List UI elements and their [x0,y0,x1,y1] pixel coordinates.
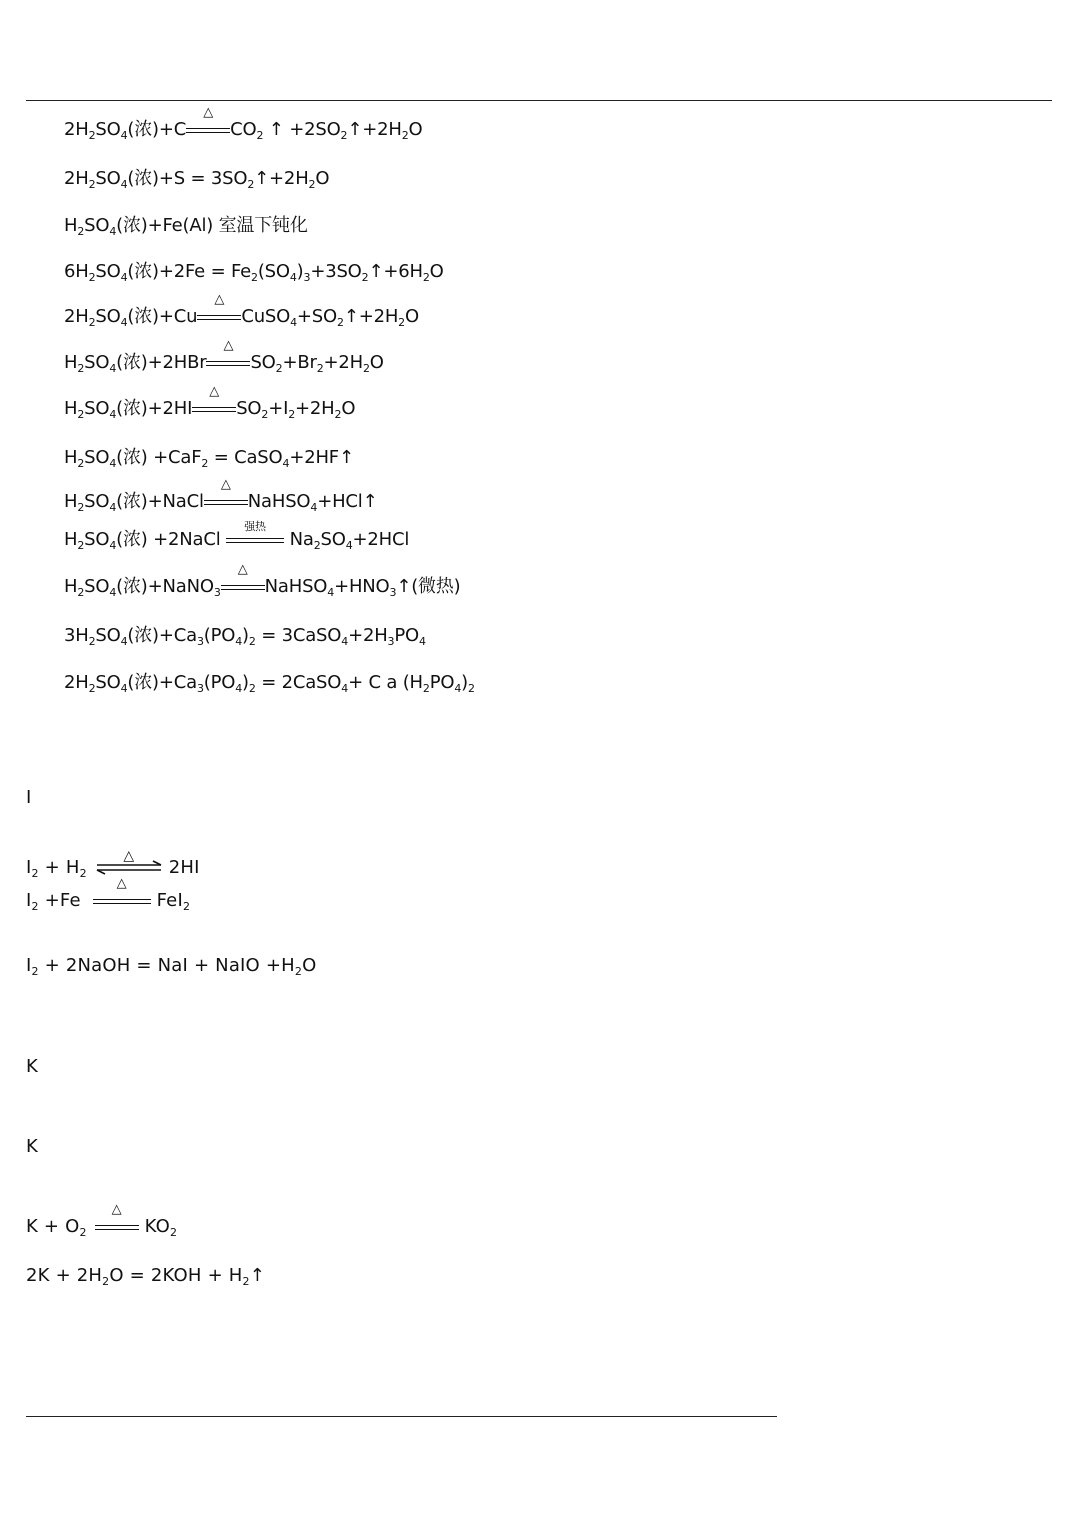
section-heading-potassium-1: K [26,1056,38,1077]
equation-h2so4-sulfur: $2H_2SO_4$(浓)$+S = 3SO_2↑+2H_2O$ [64,168,330,191]
equation-h2so4-carbon: $2H_2SO_4$(浓)+C △ $CO_2$ ↑ $+2SO_2↑+2H_2O$ [64,105,423,142]
equation-iodine-naoh: $I_2$ + 2NaOH = NaI + NaIO $+H_2O$ [26,955,317,978]
equation-potassium-oxygen: $K + O_2$ △ $KO_2$ [26,1202,178,1239]
heat-condition-symbol: △ [204,491,248,513]
heat-condition-symbol: △ [221,576,265,598]
equation-h2so4-hi: $H_2SO_4$(浓)+2HI △ $SO_2+I_2+2H_2O$ [64,384,356,421]
equation-h2so4-phosphate-2: $2H_2SO_4$(浓)$+Ca_3(PO_4)_2$ = 2CaSO$_4$+ C a $(H_2PO_4)_2$ [64,672,475,695]
heat-condition-symbol: △ [186,119,230,141]
footer-rule [26,1416,777,1417]
equation-h2so4-phosphate-1: $3H_2SO_4$(浓)$+Ca_3(PO_4)_2$ = $3CaSO_4+2H_3PO_4$ [64,625,426,648]
equation-h2so4-caf2: $H_2SO_4$(浓) +CaF$_2$ = CaSO$_4$+2HF↑ [64,447,354,470]
header-rule [26,100,1052,101]
equation-h2so4-passivation: $H_2SO_4$(浓)+Fe(Al) 室温下钝化 [64,215,308,238]
equation-h2so4-nacl-heat: $H_2SO_4$(浓)+NaCl △ NaHSO$_4$+HCl↑ [64,477,378,514]
equation-h2so4-hbr: $H_2SO_4$(浓)+2HBr △ $SO_2+Br_2+2H_2O$ [64,338,384,375]
heat-condition-symbol: △ [192,398,236,420]
strong-heat-condition-symbol: 强热 [226,529,284,551]
equation-h2so4-copper: $2H_2SO_4$(浓)+Cu △ $CuSO_4+SO_2↑+2H_2O$ [64,292,419,329]
equation-iodine-iron: $I_2 +Fe$ △ FeI$_2$ [26,876,191,913]
equation-potassium-water: $2K + 2H_2O = 2KOH$ + $H_2↑$ [26,1265,266,1288]
equation-h2so4-nacl-strong-heat: $H_2SO_4$(浓) +2NaCl 强热 $Na_2SO_4+2HCl$ [64,520,410,552]
heat-condition-symbol: △ [95,1216,139,1238]
equation-h2so4-nano3: $H_2SO_4$(浓)+NaNO$_3$ △ $NaHSO_4+HNO_3↑$(微热) [64,562,461,599]
heat-condition-symbol: △ [206,352,250,374]
section-heading-iodine: I [26,787,32,808]
heat-condition-symbol: △ [197,306,241,328]
heat-condition-symbol: △ [93,890,151,912]
equation-h2so4-iron: $6H_2SO_4$(浓)$+2Fe = Fe_2(SO_4)_3+3SO_2↑+6H_2O$ [64,261,444,284]
section-heading-potassium-2: K [26,1136,38,1157]
equation-iodine-hydrogen: $I_2 + H_2$ △ 2HI [26,848,200,880]
reversible-heat-arrow-icon: △ [95,857,163,879]
